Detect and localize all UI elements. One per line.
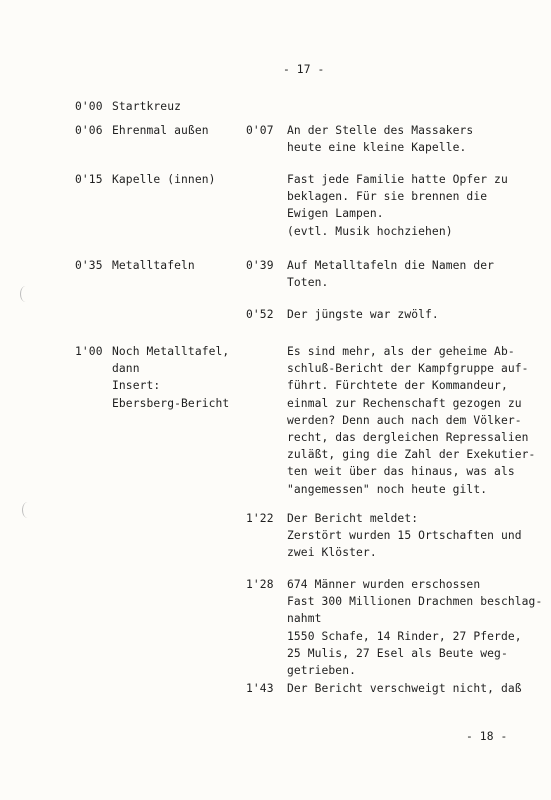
narration-line: schluß-Bericht der Kampfgruppe auf- [287, 362, 529, 376]
narration-line: Es sind mehr, als der geheime Ab- [287, 345, 515, 358]
margin-mark [20, 286, 31, 302]
narration-line: Fast jede Familie hatte Opfer zu [287, 173, 508, 186]
narration-text [287, 510, 522, 562]
scene-description [112, 122, 209, 139]
narration-line: Zerstört wurden 15 Ortschaften und [287, 529, 522, 543]
time-left: 0'35 [75, 259, 103, 272]
narration-line: getrieben. [287, 664, 357, 678]
scene-description [112, 343, 229, 412]
narration-line: zuläßt, ging die Zahl der Exekutier- [287, 448, 536, 462]
scene-line: Noch Metalltafel, [112, 345, 230, 358]
narration-line: recht, das dergleichen Repressalien [287, 431, 529, 445]
time-left: 1'00 [75, 345, 103, 358]
page-number-bottom: - 18 - [466, 730, 508, 743]
time-right: 1'22 [246, 512, 274, 525]
narration-line: werden? Denn auch nach dem Völker- [287, 413, 522, 427]
narration-line: Der Bericht meldet: [287, 512, 419, 525]
narration-line: ten weit über das hinaus, was als [287, 465, 515, 479]
time-right: 0'52 [246, 308, 274, 321]
time-right: 1'28 [246, 578, 274, 591]
scene-line: Metalltafeln [112, 259, 195, 272]
narration-line: Fast 300 Millionen Drachmen beschlag- [287, 595, 543, 609]
scene-line: Ehrenmal außen [112, 124, 209, 137]
narration-line: zwei Klöster. [287, 546, 377, 560]
narration-line: (evtl. Musik hochziehen) [287, 224, 453, 238]
narration-line: Auf Metalltafeln die Namen der [287, 259, 495, 272]
narration-line: beklagen. Für sie brennen die [287, 190, 488, 204]
scene-description [112, 171, 216, 188]
narration-line: 1550 Schafe, 14 Rinder, 27 Pferde, [287, 629, 522, 643]
scene-line: dann [112, 362, 140, 376]
narration-line: heute eine kleine Kapelle. [287, 141, 467, 155]
narration-line: 25 Mulis, 27 Esel als Beute weg- [287, 646, 508, 660]
scene-description [112, 257, 195, 274]
narration-line: Ewigen Lampen. [287, 207, 384, 221]
narration-line: "angemessen" noch heute gilt. [287, 482, 488, 496]
margin-mark [22, 502, 33, 518]
scene-line: Ebersberg-Bericht [112, 396, 230, 410]
narration-line: Der jüngste war zwölf. [287, 308, 439, 321]
narration-text [287, 576, 542, 679]
time-left: 0'00 [75, 100, 103, 113]
narration-line: An der Stelle des Massakers [287, 124, 474, 137]
narration-line: führt. Fürchtete der Kommandeur, [287, 379, 508, 393]
narration-line: nahmt [287, 612, 322, 626]
narration-text [287, 122, 473, 156]
narration-text [287, 306, 439, 323]
narration-line: Toten. [287, 276, 329, 290]
time-right: 0'39 [246, 259, 274, 272]
time-right: 1'43 [246, 682, 274, 695]
time-right: 0'07 [246, 124, 274, 137]
narration-text [287, 257, 494, 291]
narration-text [287, 343, 535, 498]
page-number-top: - 17 - [283, 63, 325, 76]
narration-text [287, 680, 522, 697]
narration-line: einmal zur Rechenschaft gezogen zu [287, 396, 522, 410]
narration-line: Der Bericht verschweigt nicht, daß [287, 682, 522, 695]
scene-line: Startkreuz [112, 100, 182, 113]
scene-description [112, 98, 181, 115]
narration-text [287, 171, 508, 240]
time-left: 0'06 [75, 124, 103, 137]
narration-line: 674 Männer wurden erschossen [287, 578, 481, 591]
scene-line: Kapelle (innen) [112, 173, 216, 186]
time-left: 0'15 [75, 173, 103, 186]
scene-line: Insert: [112, 379, 161, 393]
